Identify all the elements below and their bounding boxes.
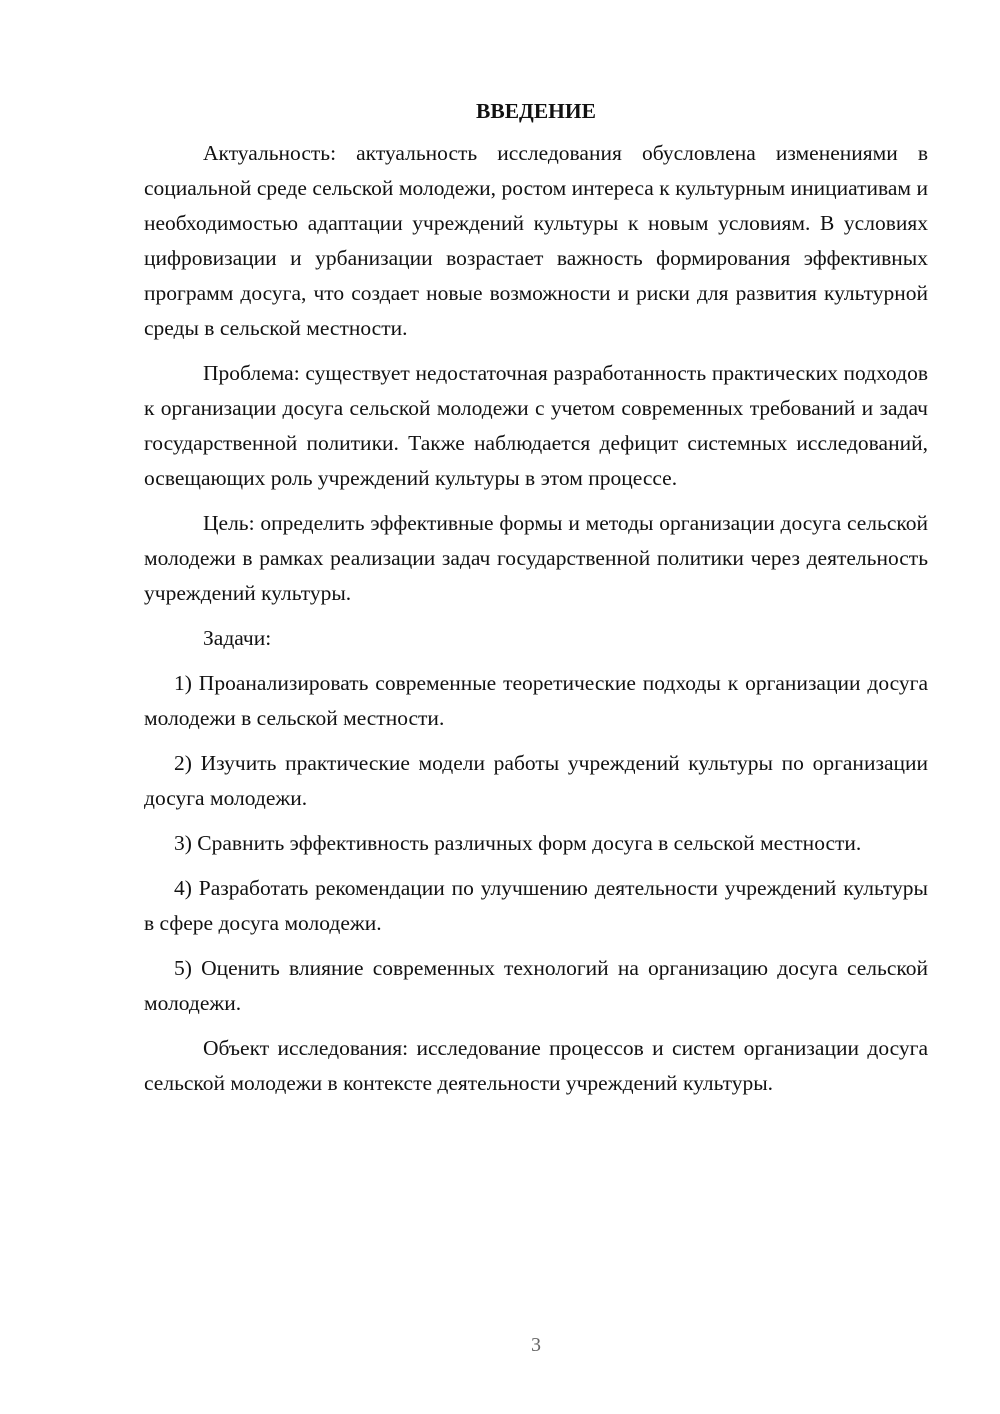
goal-paragraph: Цель: определить эффективные формы и методы организации досуга сельской молодежи в рамках реализации задач государственной политики через деятельность учреждений культуры. [144, 511, 928, 605]
page-title: ВВЕДЕНИЕ [476, 99, 596, 123]
object-paragraph: Объект исследования: исследование процессов и систем организации досуга сельской молодежи в контексте деятельности учреждений культуры. [144, 1036, 928, 1095]
task-item-3: 3) Сравнить эффективность различных форм досуга в сельской местности. [174, 831, 862, 855]
task-item-5: 5) Оценить влияние современных технологий на организацию досуга сельской молодежи. [144, 956, 928, 1015]
tasks-heading: Задачи: [203, 626, 272, 650]
task-item-4: 4) Разработать рекомендации по улучшению деятельности учреждений культуры в сфере досуга молодежи. [144, 876, 928, 935]
task-item-2: 2) Изучить практические модели работы учреждений культуры по организации досуга молодежи. [144, 751, 928, 810]
page-number: 3 [531, 1334, 541, 1356]
page-content [144, 92, 928, 1101]
problem-paragraph: Проблема: существует недостаточная разработанность практических подходов к организации досуга сельской молодежи с учетом современных требований и задач государственной политики. Также наблюдается дефицит системных исследований, освещающих роль учреждений культуры в этом процессе. [144, 361, 928, 490]
relevance-paragraph: Актуальность: актуальность исследования обусловлена изменениями в социальной среде сельской молодежи, ростом интереса к культурным инициативам и необходимостью адаптации учреждений культуры к новым условиям. В условиях цифровизации и урбанизации возрастает важность формирования эффективных программ досуга, что создает новые возможности и риски для развития культурной среды в сельской местности. [144, 141, 928, 340]
task-item-1: 1) Проанализировать современные теоретические подходы к организации досуга молодежи в сельской местности. [144, 671, 928, 730]
